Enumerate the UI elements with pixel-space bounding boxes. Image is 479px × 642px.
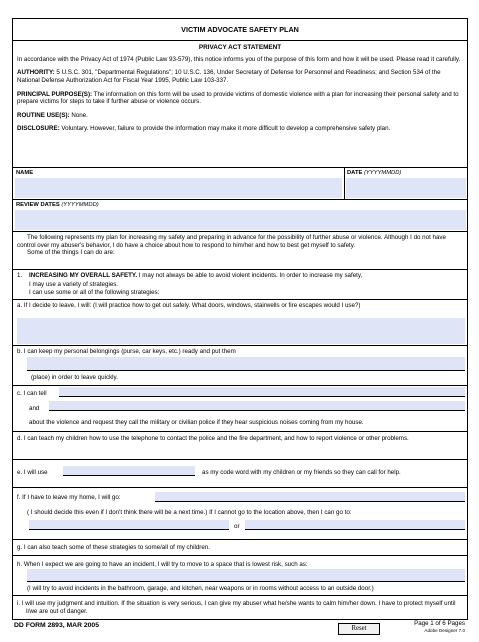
disclosure-paragraph [17, 125, 463, 133]
routine-text: None. [69, 111, 88, 119]
date-label-text: DATE [347, 170, 363, 176]
item-f-underline3 [245, 529, 465, 530]
review-dates-row [13, 199, 467, 231]
form-number: DD FORM 2893, MAR 2005 [14, 622, 99, 629]
intro-para2: Some of the things I can do are: [27, 249, 115, 257]
disclosure-label: DISCLOSURE: [17, 125, 60, 133]
purpose-paragraph [17, 91, 463, 106]
item-b-input[interactable] [27, 357, 465, 371]
item-i [13, 595, 467, 621]
purpose-label: PRINCIPAL PURPOSE(S): [17, 90, 93, 98]
item-f-underline2 [29, 529, 229, 530]
page-info [414, 620, 465, 633]
date-format: (YYYYMMDD) [363, 170, 402, 176]
item-e-underline [63, 475, 195, 476]
item-c [13, 385, 467, 431]
item-c-underline1 [59, 396, 465, 397]
name-date-row [13, 167, 467, 199]
item-g [13, 539, 467, 555]
item-f [13, 487, 467, 539]
authority-text: 5 U.S.C. 301, "Departmental Regulations"; 10 U.S.C. 136, Under Secretary of Defense for Personnel and Readiness; and Section 534 of the National Defense Authorization Act for Fiscal Year 1995, Public Law 103-337. [17, 69, 441, 84]
item-a-input[interactable] [17, 318, 465, 344]
item-c-underline2 [49, 410, 465, 411]
name-label: NAME [16, 170, 34, 176]
item-b [13, 345, 467, 385]
review-dates-input[interactable] [15, 210, 466, 230]
privacy-header: PRIVACY ACT STATEMENT [198, 44, 282, 51]
item-c-and: and [29, 405, 40, 412]
item-g-text: g. I can also teach some of these strategies to some/all of my children. [17, 544, 210, 551]
item-b-underline [27, 370, 465, 371]
date-input[interactable] [346, 178, 466, 198]
reset-button[interactable]: Reset [338, 623, 380, 635]
date-label [347, 170, 401, 177]
item-h [13, 555, 467, 595]
item-d-text: d. I can teach my children how to use the telephone to contact the police and the fire department, and how to report violence or other problems. [17, 435, 409, 442]
item-b-text: b. I can keep my personal belongings (purse, car keys, etc.) ready and put them [17, 348, 236, 355]
name-date-divider [344, 168, 345, 199]
item-h-text1: h. When I expect we are going to have an incident, I will try to move to a space that is lowest risk, such as: [17, 561, 308, 568]
page-number: Page 1 of 6 Pages [414, 620, 465, 627]
routine-label: ROUTINE USE(S): [17, 111, 70, 119]
item-c-text2: about the violence and request they call the military or civilian police if they hear suspicious noises coming from my house. [29, 419, 364, 426]
purpose-text: The information on this form will be used to provide victims of domestic violence with a plan for increasing their personal safety and to prepare victims for steps to take if further abuse or violence occurs. [17, 90, 459, 106]
section-1-num: 1. [17, 272, 23, 279]
authority-paragraph [17, 69, 463, 84]
section-1-line1 [29, 272, 463, 280]
item-f-or: or [234, 523, 240, 530]
review-label-text: REVIEW DATES [16, 202, 60, 208]
section-1-line3: I can use some or all of the following strategies: [29, 289, 160, 296]
item-e-text1: e. I will use [17, 469, 48, 476]
item-h-underline [27, 581, 465, 582]
intro-para1: The following represents my plan for increasing my safety and preparing in advance for the possibility of further abuse or violence. Although I do not have control over my abuser's behavior, I do have a choice about how to respond to him/her and how to best get myself to safety. [17, 234, 446, 249]
item-f-text2: ( I should decide this even if I don't think there will be a next time.) If I cannot go to the location above, then I can go to: [27, 509, 352, 516]
form-title: VICTIM ADVOCATE SAFETY PLAN [13, 19, 467, 41]
name-input[interactable] [15, 178, 342, 198]
item-e-text2: as my code word with my children or my friends so they can call for help. [202, 469, 401, 476]
authority-label: AUTHORITY: [17, 69, 55, 77]
item-b-text2: (place) in order to leave quickly. [31, 374, 118, 381]
designer-credit: Adobe Designer 7.0 [424, 627, 465, 633]
section-1-line1-text: I may not always be able to avoid violent incidents. In order to increase my safety, [137, 272, 363, 279]
section-1-heading: INCREASING MY OVERALL SAFETY. [29, 272, 138, 279]
item-f-text1: f. If I have to leave my home, I will go: [17, 494, 121, 501]
disclosure-text: Voluntary. However, failure to provide the information may make it more difficult to develop a comprehensive safety plan. [59, 125, 391, 133]
privacy-intro: In accordance with the Privacy Act of 1974 (Public Law 93-579), this notice informs you of the purpose of this form and how it will be used. Please read it carefully. [17, 55, 461, 63]
item-a-text: a. If I decide to leave, I will: (I will practice how to get out safely. What doors, windows, stairwells or fire escapes would I use?) [17, 302, 361, 309]
form-border [12, 18, 468, 620]
review-dates-label [16, 202, 99, 209]
item-h-text2: (I will try to avoid incidents in the bathroom, garage, and kitchen, near weapons or in rooms without access to an outside door.) [27, 585, 374, 592]
item-e [13, 459, 467, 487]
intro-section [13, 231, 467, 269]
item-a [13, 299, 467, 345]
item-i-text: i. I will use my judgment and intuition. If the situation is very serious, I can give my abuser what he/she wants to calm him/her down. I have to protect myself until I/we are out of danger. [17, 600, 456, 615]
section-1-line2: I may use a variety of strategies. [29, 281, 119, 288]
section-1 [13, 269, 467, 299]
privacy-act-statement [13, 41, 467, 181]
item-f-underline1 [155, 501, 465, 502]
routine-paragraph [17, 112, 463, 120]
item-d [13, 431, 467, 459]
item-c-text: c. I can tell [17, 390, 47, 397]
review-format: (YYYYMMDD) [61, 202, 99, 208]
